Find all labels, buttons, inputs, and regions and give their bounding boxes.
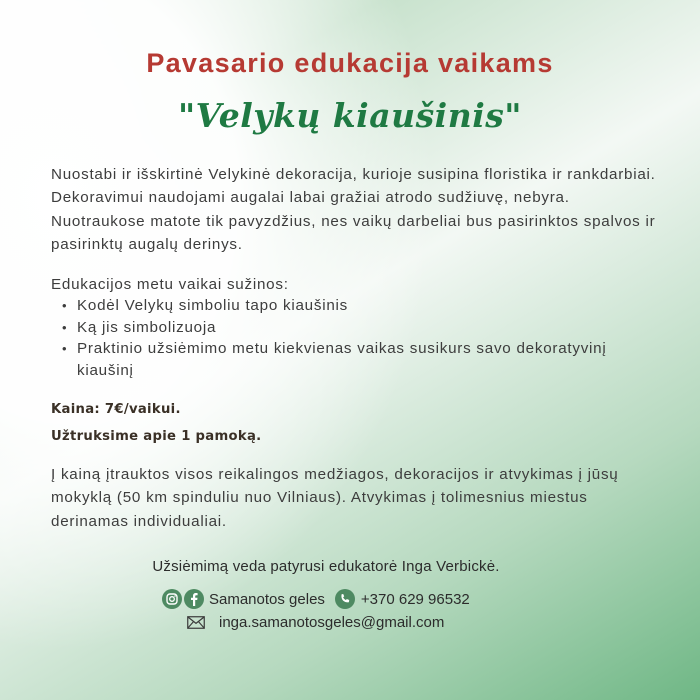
phone-icon [335,589,355,609]
phone-number[interactable]: +370 629 96532 [360,590,470,608]
learn-list [62,295,622,381]
list-item: • Praktinio užsiėmimo metu kiekvienas vaikas susikurs savo dekoratyvinį kiaušinį [62,338,622,381]
instagram-icon[interactable] [162,589,182,609]
email-address[interactable]: inga.samanotosgeles@gmail.com [219,613,445,631]
social-name[interactable]: Samanotos geles [209,590,325,608]
price-text: Kaina: 7€/vaikui. [51,402,181,417]
list-item: • Kodėl Velykų simboliu tapo kiaušinis [62,295,622,317]
teacher-line: Užsiėmimą veda patyrusi edukatorė Inga Verbickė. [152,558,500,575]
included-paragraph: Į kainą įtrauktos visos reikalingos medžiagos, dekoracijos ir atvykimas į jūsų mokyklą (50 km spinduliu nuo Vilniaus). Atvykimas į tolimesnius miestus derinamas individualiai. [51,466,619,530]
page-title: Pavasario edukacija vaikams [146,48,554,78]
email-icon [187,616,205,629]
intro-paragraph: Nuostabi ir išskirtinė Velykinė dekoracija, kurioje susipina floristika ir rankdarbiai. Dekoravimui naudojami augalai labai gražiai atrodo sudžiuvę, nebyra. Nuotraukose matote tik pavyzdžius, nes vaikų darbeliai bus pasirinktos spalvos ir pasirinktų augalų derinys. [51,166,656,254]
email-row [187,612,444,632]
contact-row [162,588,470,610]
facebook-icon[interactable] [184,589,204,609]
list-item: • Ką jis simbolizuoja [62,317,622,339]
duration-text: Užtruksime apie 1 pamoką. [51,429,262,444]
page-subtitle: "Velykų kiaušinis" [177,96,522,135]
learn-heading: Edukacijos metu vaikai sužinos: [51,276,289,293]
